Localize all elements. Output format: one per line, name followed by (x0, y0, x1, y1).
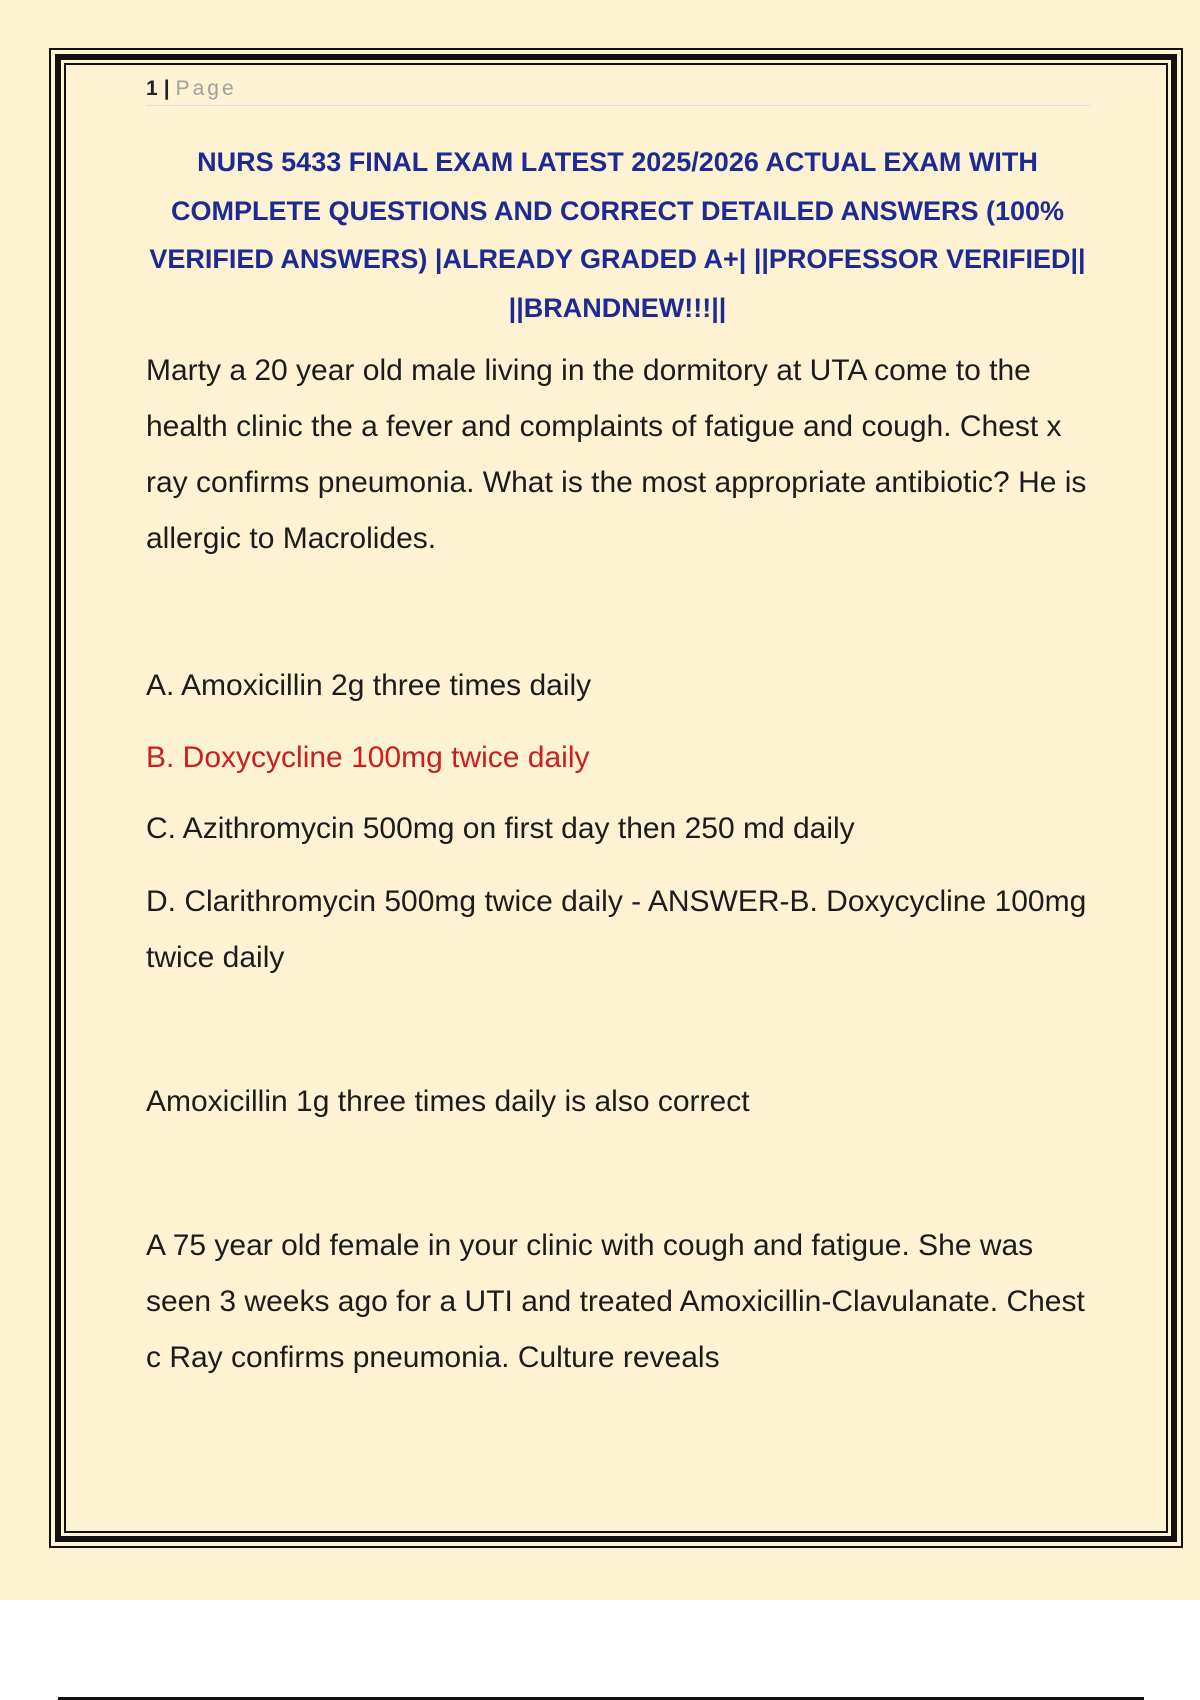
page-number: 1 (146, 77, 158, 100)
question-1-stem: Marty a 20 year old male living in the dormitory at UTA come to the health clinic the a fever and complaints of fatigue and cough. Chest x ray confirms pneumonia. What is the most appropriate antibiotic? He is allergic to Macrolides. (146, 354, 1087, 555)
question-1-option-a: A. Amoxicillin 2g three times daily (146, 669, 592, 702)
page-label: Page (175, 77, 237, 100)
question-1-option-c: C. Azithromycin 500mg on first day then 250 md daily (146, 812, 855, 845)
question-1-option-b: B. Doxycycline 100mg twice daily (146, 741, 590, 774)
page-header (146, 76, 1091, 106)
document-title: NURS 5433 FINAL EXAM LATEST 2025/2026 ACTUAL EXAM WITH COMPLETE QUESTIONS AND CORRECT DETAILED ANSWERS (100% VERIFIED ANSWERS) |ALREADY GRADED A+| ||PROFESSOR VERIFIED|| ||BRANDNEW!!!|| (149, 147, 1086, 323)
question-1-note: Amoxicillin 1g three times daily is also correct (146, 1085, 750, 1118)
page-header-separator: | (163, 77, 170, 100)
question-1-option-d: D. Clarithromycin 500mg twice daily - ANSWER-B. Doxycycline 100mg twice daily (146, 885, 1087, 974)
question-2-stem: A 75 year old female in your clinic with cough and fatigue. She was seen 3 weeks ago for a UTI and treated Amoxicillin-Clavulanate. Chest c Ray confirms pneumonia. Culture reveals (146, 1229, 1085, 1374)
